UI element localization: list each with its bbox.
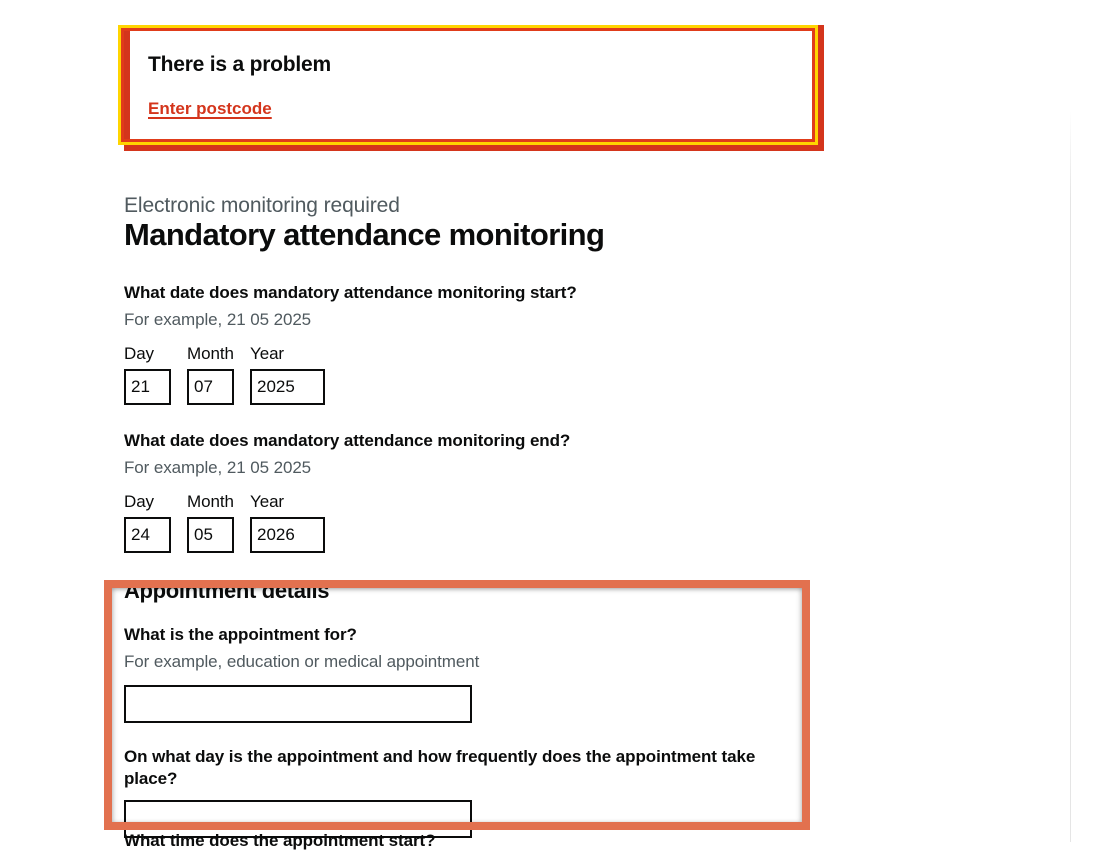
appointment-details-heading: Appointment details xyxy=(124,578,330,603)
start-date-inputs xyxy=(124,343,724,405)
page-title: Mandatory attendance monitoring xyxy=(124,217,605,252)
appointment-purpose-hint: For example, education or medical appointment xyxy=(124,652,480,672)
end-date-year-label: Year xyxy=(250,492,285,512)
end-date-day-group xyxy=(124,491,171,553)
end-date-month-group xyxy=(187,491,234,553)
end-date-hint: For example, 21 05 2025 xyxy=(124,458,312,478)
error-summary-title: There is a problem xyxy=(148,53,331,76)
appointment-purpose-label: What is the appointment for? xyxy=(124,625,357,644)
error-summary xyxy=(124,25,824,151)
appointment-frequency-group xyxy=(124,746,804,838)
start-date-month-label: Month xyxy=(187,344,234,364)
end-date-legend: What date does mandatory attendance monitoring end? xyxy=(124,431,571,450)
end-date-fieldset xyxy=(124,430,724,553)
start-date-year-label: Year xyxy=(250,344,285,364)
appointment-start-time-label: What time does the appointment start? xyxy=(124,831,436,850)
start-date-legend: What date does mandatory attendance monitoring start? xyxy=(124,283,577,302)
appointment-purpose-group xyxy=(124,624,804,723)
error-summary-list-item xyxy=(148,99,800,119)
end-date-month-input[interactable] xyxy=(187,517,234,553)
end-date-year-group xyxy=(250,491,325,553)
start-date-day-input[interactable] xyxy=(124,369,171,405)
error-link-enter-postcode[interactable]: Enter postcode xyxy=(148,99,272,119)
viewport-right-edge xyxy=(1070,110,1071,842)
appointment-frequency-label: On what day is the appointment and how frequently does the appointment take place? xyxy=(124,747,756,789)
end-date-year-input[interactable] xyxy=(250,517,325,553)
start-date-year-input[interactable] xyxy=(250,369,325,405)
start-date-day-label: Day xyxy=(124,344,154,364)
end-date-day-input[interactable] xyxy=(124,517,171,553)
end-date-day-label: Day xyxy=(124,492,154,512)
end-date-inputs xyxy=(124,491,724,553)
start-date-year-group xyxy=(250,343,325,405)
start-date-day-group xyxy=(124,343,171,405)
start-date-month-input[interactable] xyxy=(187,369,234,405)
start-date-month-group xyxy=(187,343,234,405)
start-date-hint: For example, 21 05 2025 xyxy=(124,310,312,330)
error-summary-list xyxy=(148,99,800,119)
start-date-fieldset xyxy=(124,282,724,405)
end-date-month-label: Month xyxy=(187,492,234,512)
error-summary-container xyxy=(124,25,824,151)
appointment-purpose-input[interactable] xyxy=(124,685,472,723)
page-caption: Electronic monitoring required xyxy=(124,194,400,217)
